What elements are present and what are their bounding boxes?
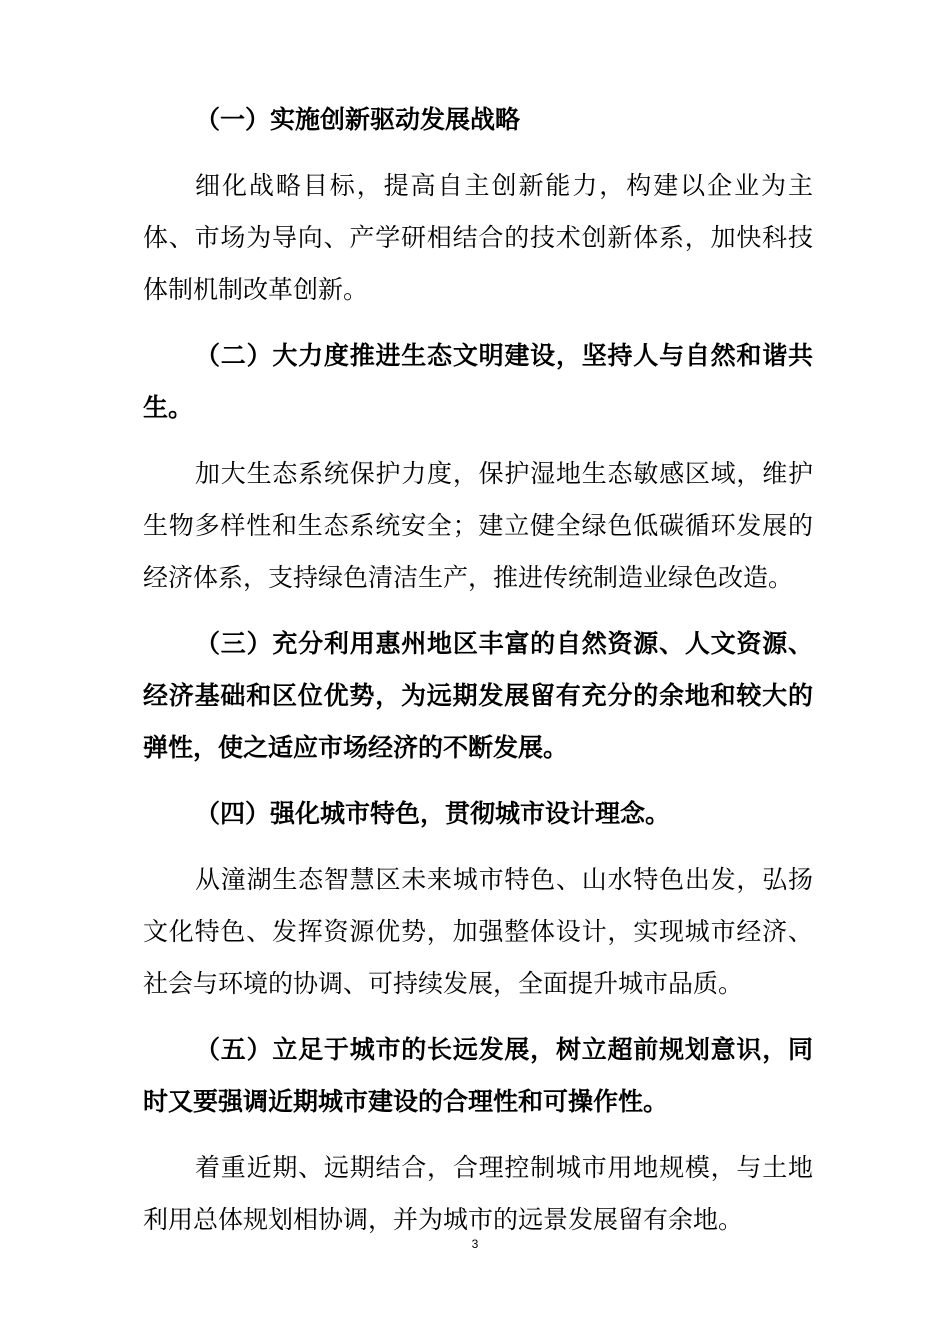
section-2-heading: （二）大力度推进生态文明建设，坚持人与自然和谐共生。 [143, 341, 813, 422]
section-2-paragraph: 加大生态系统保护力度，保护湿地生态敏感区域，维护生物多样性和生态系统安全；建立健全绿色低碳循环发展的经济体系，支持绿色清洁生产，推进传统制造业绿色改造。 [143, 459, 813, 592]
section-3-heading: （三）充分利用惠州地区丰富的自然资源、人文资源、经济基础和区位优势，为远期发展留有充分的余地和较大的弹性，使之适应市场经济的不断发展。 [143, 629, 813, 762]
section-4-paragraph: 从潼湖生态智慧区未来城市特色、山水特色出发，弘扬文化特色、发挥资源优势，加强整体设计，实现城市经济、社会与环境的协调、可持续发展，全面提升城市品质。 [143, 865, 813, 998]
page-number: 3 [471, 1237, 479, 1251]
section-4-heading: （四）强化城市特色，贯彻城市设计理念。 [195, 799, 671, 828]
section-5-paragraph: 着重近期、远期结合，合理控制城市用地规模，与土地利用总体规划相协调，并为城市的远景发展留有余地。 [143, 1153, 813, 1234]
document-body [143, 94, 813, 1246]
section-1-paragraph: 细化战略目标，提高自主创新能力，构建以企业为主体、市场为导向、产学研相结合的技术创新体系，加快科技体制机制改革创新。 [143, 171, 813, 304]
section-5-heading: （五）立足于城市的长远发展，树立超前规划意识，同时又要强调近期城市建设的合理性和可操作性。 [143, 1035, 813, 1116]
section-1-heading: （一）实施创新驱动发展战略 [195, 105, 521, 134]
